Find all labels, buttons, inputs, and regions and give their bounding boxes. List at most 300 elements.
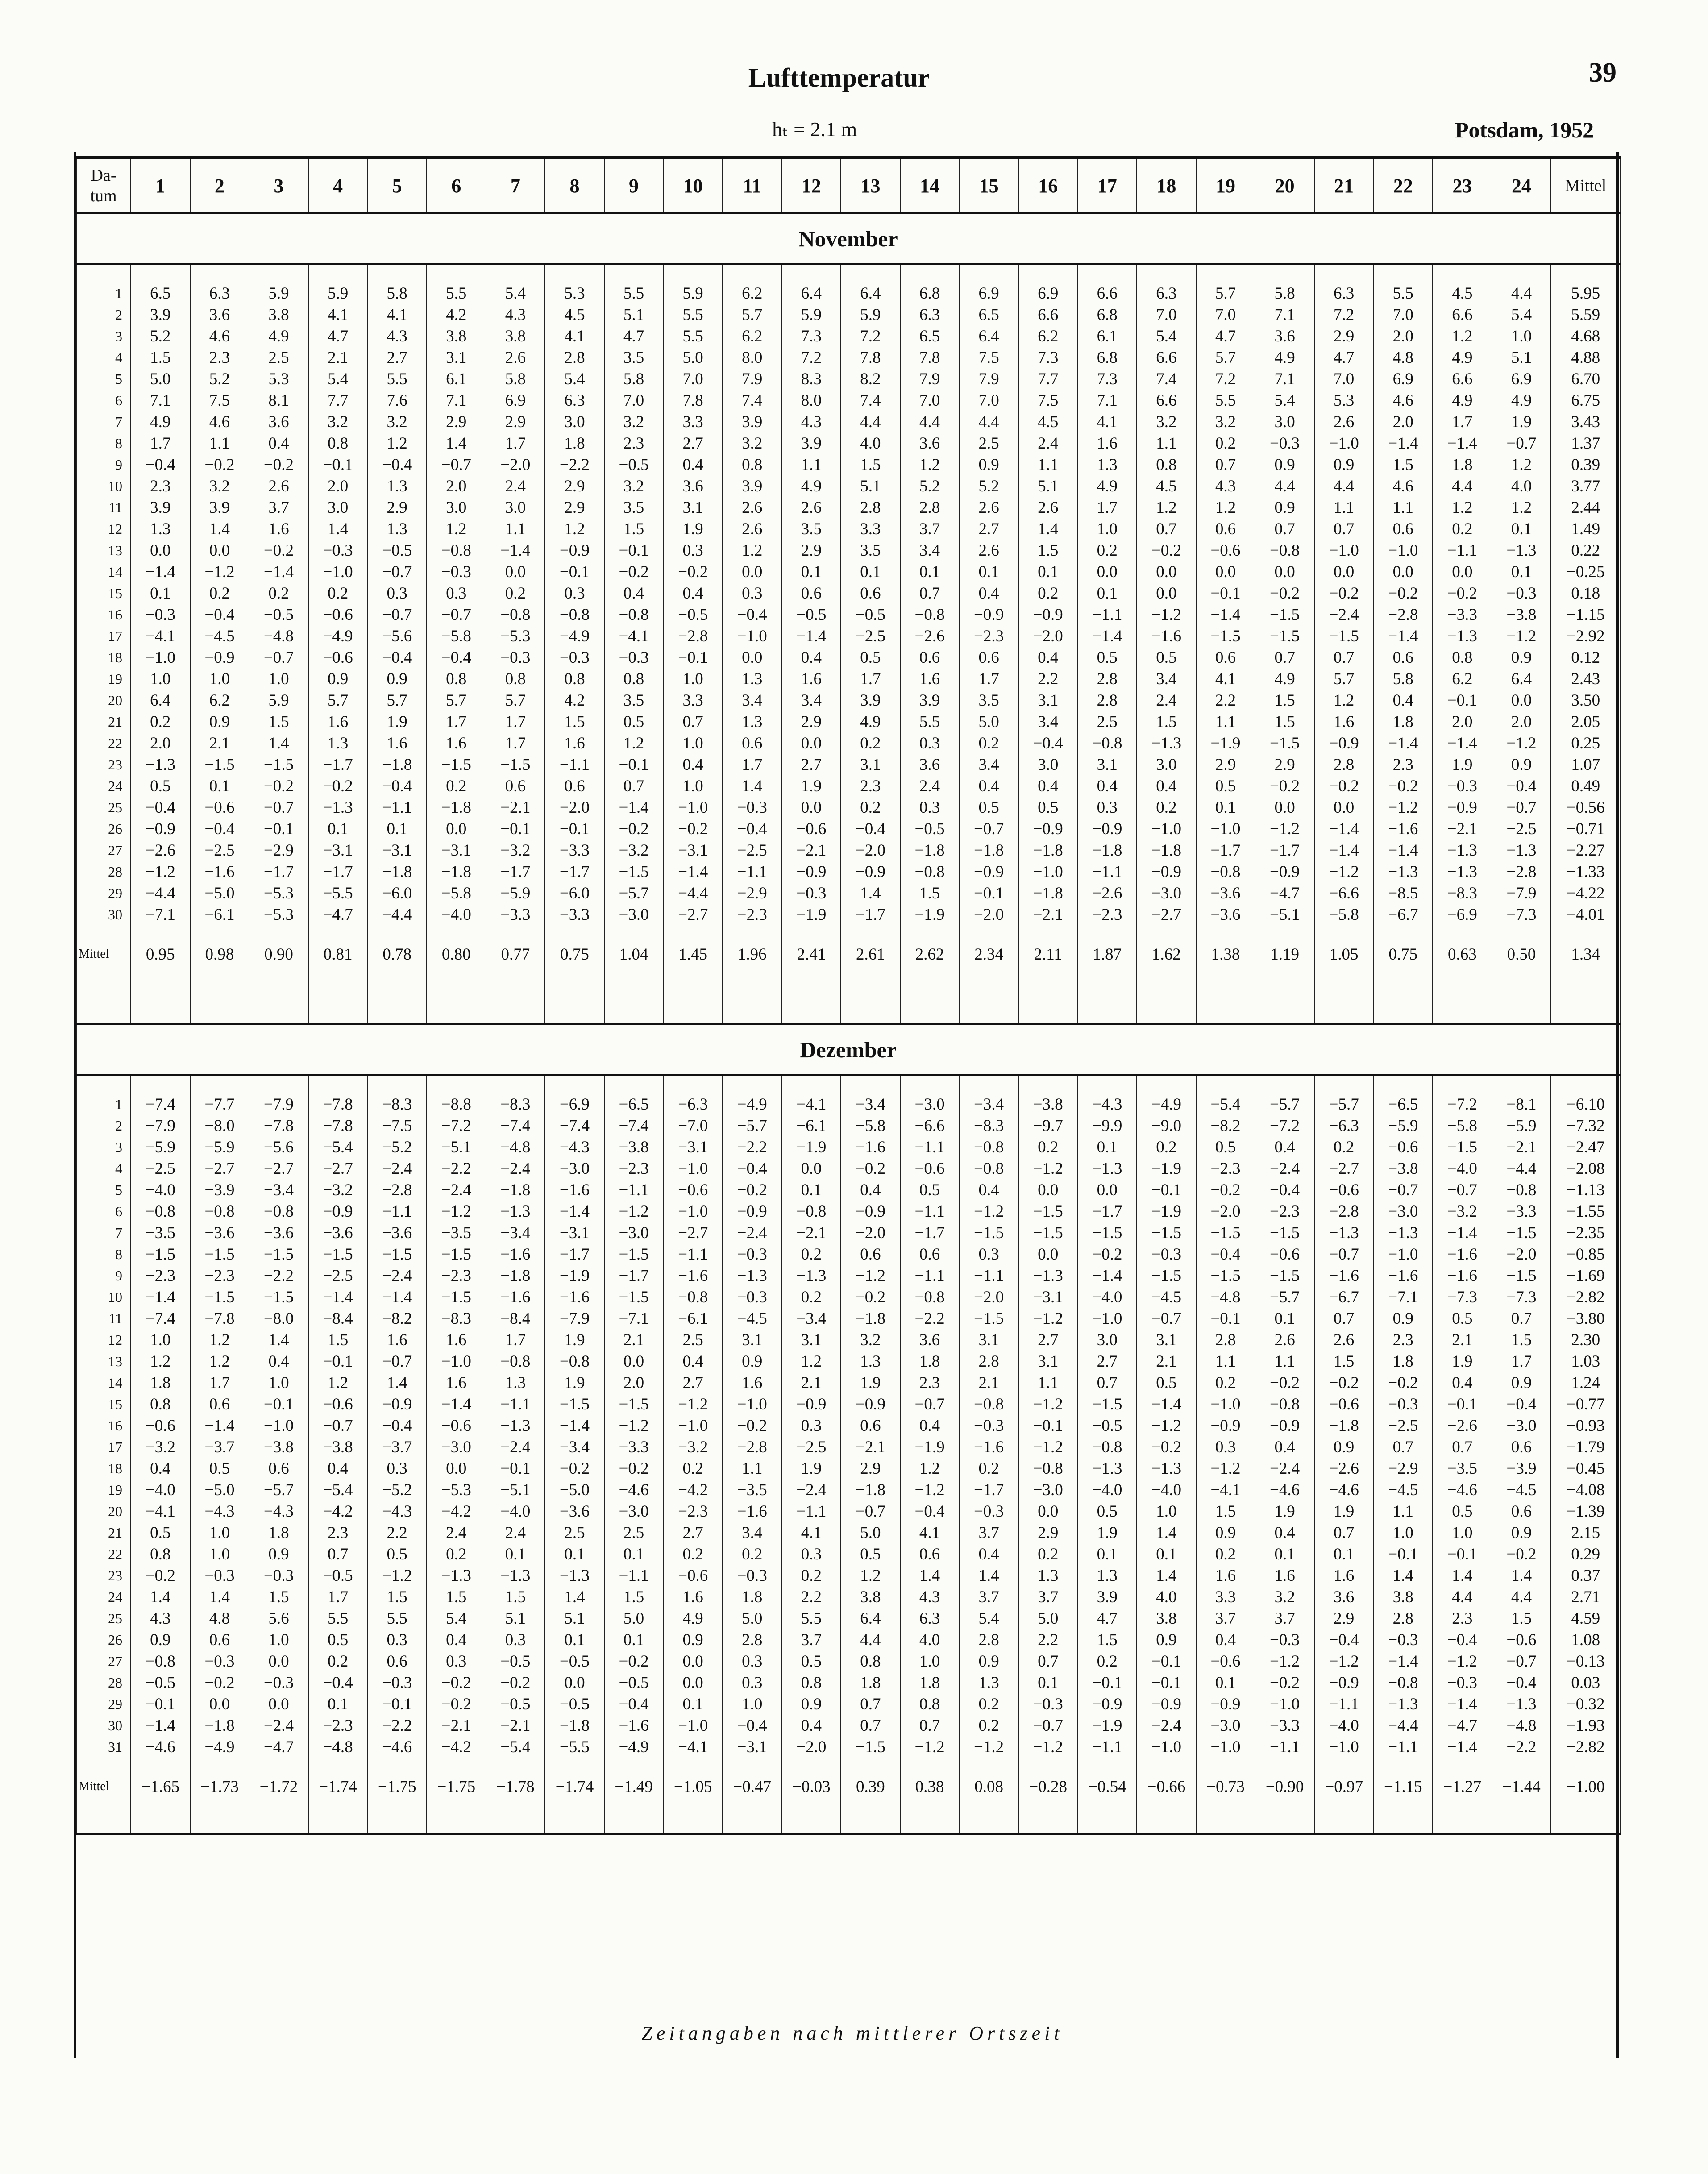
temperature-cell: −1.0: [1314, 432, 1374, 454]
temperature-cell: −0.8: [604, 604, 664, 625]
temperature-cell: −3.7: [190, 1436, 249, 1458]
temperature-cell: −1.0: [1314, 540, 1374, 561]
hourly-mean-cell: 2.62: [900, 925, 960, 983]
temperature-cell: −0.9: [1078, 1693, 1137, 1715]
temperature-cell: −3.8: [249, 1436, 308, 1458]
temperature-cell: 0.1: [1196, 1672, 1255, 1693]
day-number: 4: [76, 347, 131, 368]
temperature-cell: −6.3: [663, 1093, 723, 1115]
temperature-cell: 0.3: [367, 1629, 427, 1650]
temperature-cell: −0.3: [367, 1672, 427, 1693]
temperature-cell: 3.4: [1018, 711, 1078, 732]
temperature-cell: −4.4: [663, 882, 723, 904]
temperature-cell: −0.8: [190, 1201, 249, 1222]
temperature-cell: −0.3: [723, 797, 782, 818]
temperature-cell: 2.0: [1492, 711, 1551, 732]
temperature-cell: 4.2: [545, 690, 604, 711]
temperature-cell: 0.0: [190, 1693, 249, 1715]
temperature-cell: 3.9: [1078, 1586, 1137, 1608]
temperature-cell: 3.5: [782, 518, 841, 540]
temperature-cell: −4.9: [604, 1736, 664, 1758]
temperature-cell: −1.0: [1137, 818, 1196, 840]
temperature-cell: −0.4: [131, 797, 190, 818]
temperature-cell: −0.6: [308, 647, 368, 668]
temperature-cell: 0.4: [1137, 775, 1196, 797]
temperature-cell: −2.4: [367, 1265, 427, 1286]
temperature-cell: 5.4: [1255, 390, 1314, 411]
temperature-cell: −0.9: [841, 1393, 900, 1415]
temperature-cell: −0.2: [1078, 1243, 1137, 1265]
temperature-cell: 1.1: [1255, 1351, 1314, 1372]
table-row: [76, 1608, 1620, 1629]
temperature-cell: −4.5: [1137, 1286, 1196, 1308]
temperature-cell: −0.7: [367, 604, 427, 625]
temperature-cell: 3.3: [663, 690, 723, 711]
day-number: 14: [76, 1372, 131, 1393]
temperature-cell: −3.1: [723, 1736, 782, 1758]
day-number: 18: [76, 647, 131, 668]
temperature-cell: −2.8: [1492, 861, 1551, 882]
temperature-cell: −7.9: [545, 1308, 604, 1329]
temperature-cell: 0.5: [131, 1522, 190, 1543]
temperature-cell: −4.7: [308, 904, 368, 925]
temperature-cell: 2.1: [959, 1372, 1018, 1393]
temperature-cell: −0.3: [723, 1286, 782, 1308]
temperature-cell: −1.2: [663, 1393, 723, 1415]
temperature-cell: 4.5: [545, 304, 604, 325]
temperature-cell: −1.2: [367, 1565, 427, 1586]
spacer-row: [76, 1075, 1620, 1094]
temperature-cell: 0.7: [841, 1693, 900, 1715]
temperature-cell: −0.1: [1373, 1543, 1433, 1565]
temperature-cell: −3.0: [1373, 1201, 1433, 1222]
temperature-cell: 0.2: [1314, 1136, 1374, 1158]
temperature-cell: −0.8: [486, 604, 545, 625]
temperature-cell: −0.6: [1314, 1393, 1374, 1415]
temperature-cell: 1.5: [1492, 1608, 1551, 1629]
temperature-cell: −6.1: [663, 1308, 723, 1329]
temperature-cell: 3.6: [663, 475, 723, 497]
day-number: 11: [76, 497, 131, 518]
temperature-cell: 6.2: [1433, 668, 1492, 690]
temperature-cell: −0.1: [249, 1393, 308, 1415]
hour-header: 23: [1433, 158, 1492, 213]
temperature-cell: 5.0: [723, 1608, 782, 1629]
temperature-cell: 3.5: [604, 347, 664, 368]
hourly-mean-cell: 1.04: [604, 925, 664, 983]
temperature-cell: −1.5: [190, 1286, 249, 1308]
temperature-cell: 2.1: [308, 347, 368, 368]
temperature-cell: −1.2: [1255, 1650, 1314, 1672]
temperature-cell: 1.3: [841, 1351, 900, 1372]
temperature-cell: −0.3: [1433, 775, 1492, 797]
temperature-cell: −1.6: [1314, 1265, 1374, 1286]
temperature-cell: −0.6: [1196, 1650, 1255, 1672]
temperature-cell: −2.5: [1492, 818, 1551, 840]
temperature-cell: 0.6: [1373, 647, 1433, 668]
hourly-mean-cell: −0.90: [1255, 1758, 1314, 1816]
temperature-cell: 0.6: [249, 1458, 308, 1479]
temperature-cell: −0.4: [723, 1715, 782, 1736]
temperature-cell: 0.7: [1314, 1522, 1374, 1543]
temperature-cell: 0.4: [427, 1629, 486, 1650]
temperature-cell: 4.3: [486, 304, 545, 325]
temperature-cell: 2.8: [723, 1629, 782, 1650]
temperature-cell: −0.1: [1196, 582, 1255, 604]
temperature-cell: −3.4: [249, 1179, 308, 1201]
temperature-cell: −5.7: [723, 1115, 782, 1136]
temperature-cell: 3.2: [308, 411, 368, 432]
temperature-cell: 3.9: [131, 304, 190, 325]
temperature-cell: 0.8: [604, 668, 664, 690]
table-row: [76, 904, 1620, 925]
temperature-cell: 0.2: [782, 1286, 841, 1308]
temperature-cell: −0.9: [1018, 604, 1078, 625]
temperature-cell: 0.9: [131, 1629, 190, 1650]
temperature-cell: 0.4: [959, 1179, 1018, 1201]
temperature-cell: 5.9: [663, 283, 723, 304]
temperature-cell: 3.2: [367, 411, 427, 432]
temperature-cell: −0.7: [308, 1415, 368, 1436]
temperature-cell: 2.3: [841, 775, 900, 797]
temperature-cell: −0.1: [249, 818, 308, 840]
temperature-cell: 0.5: [1137, 1372, 1196, 1393]
temperature-cell: 0.1: [1018, 561, 1078, 582]
day-number: 18: [76, 1458, 131, 1479]
temperature-cell: −0.4: [1314, 1629, 1374, 1650]
day-number: 29: [76, 882, 131, 904]
temperature-cell: −5.9: [1373, 1115, 1433, 1136]
temperature-cell: −0.6: [427, 1415, 486, 1436]
temperature-cell: 1.5: [1492, 1329, 1551, 1351]
temperature-cell: 6.9: [959, 283, 1018, 304]
temperature-cell: −1.7: [486, 861, 545, 882]
daily-mean-cell: 1.49: [1551, 518, 1620, 540]
temperature-cell: 0.4: [959, 775, 1018, 797]
temperature-cell: −0.9: [1314, 1672, 1374, 1693]
temperature-cell: 0.1: [131, 582, 190, 604]
temperature-cell: 3.3: [841, 518, 900, 540]
temperature-cell: 5.2: [190, 368, 249, 390]
temperature-cell: 3.6: [900, 432, 960, 454]
temperature-cell: 5.9: [782, 304, 841, 325]
temperature-cell: −5.3: [427, 1479, 486, 1501]
temperature-cell: 0.9: [1255, 454, 1314, 475]
temperature-cell: −1.3: [1433, 861, 1492, 882]
hourly-mean-cell: 0.98: [190, 925, 249, 983]
temperature-cell: −1.2: [1018, 1736, 1078, 1758]
temperature-cell: −1.3: [1137, 732, 1196, 754]
temperature-cell: 0.5: [367, 1543, 427, 1565]
table-row: [76, 518, 1620, 540]
temperature-cell: 7.0: [1196, 304, 1255, 325]
temperature-cell: −1.8: [486, 1265, 545, 1286]
temperature-cell: −3.1: [1018, 1286, 1078, 1308]
temperature-cell: 1.7: [1433, 411, 1492, 432]
temperature-cell: 3.8: [1137, 1608, 1196, 1629]
temperature-cell: 2.2: [1196, 690, 1255, 711]
temperature-cell: −1.4: [545, 1415, 604, 1436]
temperature-cell: 0.3: [723, 582, 782, 604]
temperature-cell: 1.0: [1433, 1522, 1492, 1543]
temperature-cell: 1.3: [131, 518, 190, 540]
temperature-cell: 3.3: [1196, 1586, 1255, 1608]
temperature-cell: 2.9: [1196, 754, 1255, 775]
temperature-cell: 1.5: [1196, 1501, 1255, 1522]
temperature-cell: −5.4: [1196, 1093, 1255, 1115]
temperature-cell: 0.1: [1137, 1543, 1196, 1565]
temperature-cell: 0.9: [1492, 1372, 1551, 1393]
hourly-mean-cell: −1.72: [249, 1758, 308, 1816]
table-row: [76, 1158, 1620, 1179]
temperature-cell: −1.9: [782, 904, 841, 925]
temperature-cell: −2.0: [959, 904, 1018, 925]
hourly-mean-cell: −1.75: [427, 1758, 486, 1816]
day-number: 16: [76, 1415, 131, 1436]
temperature-cell: 1.6: [545, 732, 604, 754]
temperature-cell: 0.0: [663, 1672, 723, 1693]
temperature-cell: −1.4: [545, 1201, 604, 1222]
hour-header: 5: [367, 158, 427, 213]
temperature-cell: −8.0: [190, 1115, 249, 1136]
temperature-cell: 0.0: [1314, 797, 1374, 818]
temperature-cell: −3.2: [131, 1436, 190, 1458]
temperature-cell: −0.6: [131, 1415, 190, 1436]
temperature-cell: −6.0: [545, 882, 604, 904]
temperature-cell: −0.9: [1196, 1693, 1255, 1715]
temperature-cell: 7.0: [604, 390, 664, 411]
temperature-cell: −1.5: [367, 1243, 427, 1265]
day-number: 17: [76, 1436, 131, 1458]
temperature-cell: 4.7: [1314, 347, 1374, 368]
day-number: 6: [76, 1201, 131, 1222]
temperature-cell: 4.9: [131, 411, 190, 432]
temperature-cell: −0.2: [1314, 775, 1374, 797]
temperature-cell: −2.5: [782, 1436, 841, 1458]
temperature-cell: 2.6: [249, 475, 308, 497]
temperature-cell: −2.0: [1018, 625, 1078, 647]
temperature-cell: 0.1: [1255, 1308, 1314, 1329]
temperature-cell: 0.2: [190, 582, 249, 604]
temperature-cell: −0.5: [308, 1565, 368, 1586]
temperature-cell: 4.4: [1314, 475, 1374, 497]
temperature-cell: −1.9: [900, 904, 960, 925]
temperature-cell: 2.8: [959, 1629, 1018, 1650]
temperature-cell: −1.0: [1373, 540, 1433, 561]
temperature-cell: 0.8: [900, 1693, 960, 1715]
temperature-cell: 7.2: [841, 325, 900, 347]
temperature-cell: −3.0: [1137, 882, 1196, 904]
temperature-cell: −1.1: [1078, 604, 1137, 625]
temperature-cell: −0.6: [1373, 1136, 1433, 1158]
table-row: [76, 668, 1620, 690]
hourly-mean-cell: −0.54: [1078, 1758, 1137, 1816]
temperature-cell: −4.5: [723, 1308, 782, 1329]
temperature-cell: −7.2: [427, 1115, 486, 1136]
temperature-cell: 4.8: [1373, 347, 1433, 368]
temperature-cell: 3.1: [1137, 1329, 1196, 1351]
hour-header: 14: [900, 158, 960, 213]
temperature-cell: −0.4: [1433, 1629, 1492, 1650]
temperature-cell: −4.6: [1255, 1479, 1314, 1501]
temperature-cell: 0.9: [1492, 647, 1551, 668]
temperature-cell: −1.1: [604, 1179, 664, 1201]
mittel-row: [76, 1758, 1620, 1816]
temperature-cell: 0.7: [1492, 1308, 1551, 1329]
temperature-cell: −1.3: [308, 797, 368, 818]
temperature-cell: −0.2: [604, 1458, 664, 1479]
temperature-cell: −1.6: [545, 1286, 604, 1308]
temperature-cell: 7.1: [1078, 390, 1137, 411]
temperature-cell: 0.2: [1078, 1650, 1137, 1672]
temperature-cell: −4.6: [367, 1736, 427, 1758]
temperature-cell: −2.4: [782, 1479, 841, 1501]
temperature-cell: −1.2: [841, 1265, 900, 1286]
temperature-cell: 0.2: [1196, 432, 1255, 454]
temperature-cell: 3.0: [1255, 411, 1314, 432]
temperature-cell: 0.8: [1433, 647, 1492, 668]
daily-mean-cell: 2.15: [1551, 1522, 1620, 1543]
day-number: 31: [76, 1736, 131, 1758]
temperature-cell: −8.4: [308, 1308, 368, 1329]
temperature-cell: 3.5: [841, 540, 900, 561]
temperature-cell: 1.1: [1018, 1372, 1078, 1393]
temperature-cell: 6.6: [1433, 304, 1492, 325]
temperature-cell: −5.6: [249, 1136, 308, 1158]
temperature-cell: −1.3: [1018, 1265, 1078, 1286]
temperature-cell: 1.2: [545, 518, 604, 540]
temperature-cell: −0.9: [545, 540, 604, 561]
temperature-cell: 6.6: [1078, 283, 1137, 304]
temperature-cell: −4.8: [249, 625, 308, 647]
temperature-cell: −0.8: [131, 1201, 190, 1222]
temperature-cell: −0.4: [723, 604, 782, 625]
daily-mean-cell: 2.71: [1551, 1586, 1620, 1608]
hour-header: 13: [841, 158, 900, 213]
temperature-cell: −1.2: [959, 1736, 1018, 1758]
temperature-cell: 1.5: [367, 1586, 427, 1608]
temperature-cell: 0.3: [1196, 1436, 1255, 1458]
temperature-cell: −1.5: [1078, 1393, 1137, 1415]
temperature-cell: −0.2: [1314, 582, 1374, 604]
temperature-cell: 4.3: [1196, 475, 1255, 497]
hourly-mean-cell: 2.41: [782, 925, 841, 983]
temperature-cell: −3.8: [1018, 1093, 1078, 1115]
temperature-cell: −1.5: [1314, 625, 1374, 647]
temperature-cell: −1.1: [1255, 1736, 1314, 1758]
temperature-cell: −4.7: [1255, 882, 1314, 904]
temperature-cell: −4.0: [131, 1479, 190, 1501]
temperature-cell: −1.8: [190, 1715, 249, 1736]
temperature-cell: −0.3: [1255, 1629, 1314, 1650]
temperature-cell: −3.6: [367, 1222, 427, 1243]
temperature-cell: −2.0: [841, 840, 900, 861]
temperature-cell: 4.4: [841, 411, 900, 432]
temperature-cell: 3.4: [723, 1522, 782, 1543]
day-number: 1: [76, 283, 131, 304]
temperature-cell: −1.4: [782, 625, 841, 647]
temperature-cell: −8.5: [1373, 882, 1433, 904]
day-number: 17: [76, 625, 131, 647]
temperature-cell: 1.4: [249, 1329, 308, 1351]
temperature-cell: −0.2: [427, 1672, 486, 1693]
temperature-cell: 5.1: [604, 304, 664, 325]
temperature-cell: 2.6: [959, 497, 1018, 518]
temperature-cell: 2.9: [1018, 1522, 1078, 1543]
monthly-mean-cell: 1.34: [1551, 925, 1620, 983]
temperature-cell: −7.4: [486, 1115, 545, 1136]
temperature-cell: −0.2: [1492, 1543, 1551, 1565]
temperature-cell: 1.7: [486, 432, 545, 454]
temperature-cell: −0.1: [545, 818, 604, 840]
temperature-cell: −8.3: [1433, 882, 1492, 904]
temperature-cell: −1.8: [841, 1308, 900, 1329]
day-number: 23: [76, 754, 131, 775]
temperature-cell: 0.6: [1373, 518, 1433, 540]
temperature-cell: −0.2: [723, 1415, 782, 1436]
temperature-cell: 6.8: [900, 283, 960, 304]
daily-mean-cell: 4.88: [1551, 347, 1620, 368]
temperature-cell: −3.5: [427, 1222, 486, 1243]
temperature-cell: 0.4: [959, 1543, 1018, 1565]
temperature-cell: −6.9: [1433, 904, 1492, 925]
temperature-cell: 1.3: [367, 518, 427, 540]
temperature-cell: −0.2: [1255, 582, 1314, 604]
temperature-cell: −3.0: [604, 1222, 664, 1243]
temperature-cell: −7.0: [663, 1115, 723, 1136]
temperature-cell: −4.8: [1196, 1286, 1255, 1308]
temperature-cell: 1.5: [900, 882, 960, 904]
day-number: 14: [76, 561, 131, 582]
temperature-cell: −1.8: [1078, 840, 1137, 861]
temperature-cell: 0.0: [1255, 561, 1314, 582]
temperature-cell: −1.6: [190, 861, 249, 882]
temperature-cell: −3.0: [1492, 1415, 1551, 1436]
temperature-cell: −2.1: [1492, 1136, 1551, 1158]
temperature-cell: −2.3: [308, 1715, 368, 1736]
temperature-cell: −0.7: [900, 1393, 960, 1415]
daily-mean-cell: 0.12: [1551, 647, 1620, 668]
temperature-cell: 0.9: [1492, 754, 1551, 775]
temperature-cell: −1.0: [427, 1351, 486, 1372]
temperature-cell: −1.6: [723, 1501, 782, 1522]
temperature-cell: 5.4: [486, 283, 545, 304]
temperature-cell: −0.8: [1196, 861, 1255, 882]
temperature-cell: −4.1: [131, 625, 190, 647]
temperature-cell: 1.5: [1137, 711, 1196, 732]
temperature-cell: 6.2: [723, 283, 782, 304]
table-row: [76, 1565, 1620, 1586]
temperature-cell: −1.4: [1433, 1693, 1492, 1715]
daily-mean-cell: −0.32: [1551, 1693, 1620, 1715]
temperature-cell: 5.1: [841, 475, 900, 497]
temperature-cell: −1.0: [1196, 818, 1255, 840]
temperature-cell: −4.1: [782, 1093, 841, 1115]
temperature-cell: 2.9: [841, 1458, 900, 1479]
temperature-cell: −0.5: [604, 454, 664, 475]
temperature-cell: −2.3: [1078, 904, 1137, 925]
table-row: [76, 454, 1620, 475]
temperature-cell: −0.6: [900, 1158, 960, 1179]
temperature-cell: 1.7: [427, 711, 486, 732]
temperature-cell: −2.2: [1492, 1736, 1551, 1758]
temperature-cell: −1.2: [900, 1736, 960, 1758]
temperature-cell: 0.3: [1078, 797, 1137, 818]
temperature-cell: 0.0: [663, 1650, 723, 1672]
table-row: [76, 690, 1620, 711]
temperature-cell: 5.5: [367, 1608, 427, 1629]
temperature-cell: 5.4: [1137, 325, 1196, 347]
